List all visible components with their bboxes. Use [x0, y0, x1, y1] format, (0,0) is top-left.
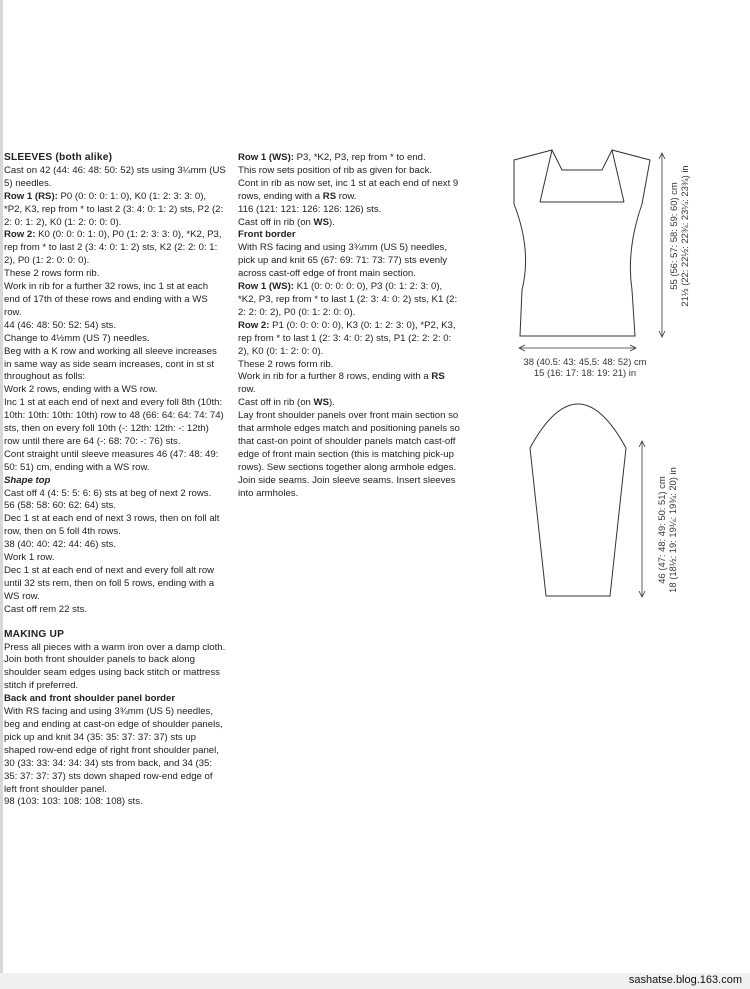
row1-ws-label: Row 1 (WS):	[238, 152, 294, 163]
footer-bar	[0, 973, 750, 989]
shape-top-s2: 56 (58: 58: 60: 62: 64) sts.	[4, 500, 116, 512]
col2-c7b: RS	[431, 371, 445, 383]
col2-c7c: row.	[238, 384, 256, 396]
sleeves-cast-on: Cast on 42 (44: 46: 48: 50: 52) sts using 3¼mm (US 5) needles.	[4, 164, 226, 189]
col2-c8a: Cast off in rib (on	[238, 397, 314, 409]
body-width-in: 15 (16: 17: 18: 19: 21) in	[533, 367, 637, 378]
sleeves-p7: Inc 1 st at each end of next and every foll 8th (10th: 10th: 10th: 10th: 10th) row to 48 (66: 64: 64: 74: 74) sts, then on every foll 10th (-: 12th: 12th: -: 12th) row until there are 64 (-: 68: 70: -: 76) sts.	[4, 397, 224, 447]
row1-ws-text: P3, *K2, P3, rep from * to end.	[293, 152, 426, 163]
col2-c8b: WS	[313, 397, 330, 409]
front-row2	[238, 320, 460, 359]
shape-top-s3: Dec 1 st at each end of next 3 rows, then on foll alt row, then on 5 foll 4th rows.	[4, 513, 220, 538]
making-up-m3: With RS facing and using 3¾mm (US 5) needles, beg and ending at cast-on edge of shoulder panels, pick up and knit 34 (35: 35: 37: 37: 37) sts up shaped row-end edge of right front shoulder panel, 30 (33: 33: 34: 34: 34) sts from back, and 34 (35: 35: 37: 37: 37) sts down shaped row-end edge of left front shoulder panel.	[4, 706, 223, 795]
shape-top-heading: Shape top	[4, 474, 51, 486]
footer-watermark: sashatse.blog.163.com	[628, 974, 742, 986]
col2-c4c: ).	[329, 216, 335, 228]
making-up-m1: Press all pieces with a warm iron over a damp cloth.	[4, 641, 226, 653]
sleeve-schematic	[530, 404, 626, 596]
col2-c4	[238, 217, 460, 230]
body-width-cm: 38 (40.5: 43: 45.5: 48: 52) cm	[523, 356, 647, 367]
body-panel-seam-right	[612, 150, 624, 202]
shape-top-s4: 38 (40: 40: 42: 44: 46) sts.	[4, 539, 116, 551]
making-up-heading: MAKING UP	[4, 628, 65, 640]
sleeves-p1: These 2 rows form rib.	[4, 268, 100, 280]
body-height-in: 21½ (22: 22½: 22¾: 23¼: 23¾) in	[679, 165, 690, 307]
body-height-cm: 55 (56: 57: 58: 59: 60) cm	[668, 182, 679, 290]
col2-c7a: Work in rib for a further 8 rows, ending with a	[238, 371, 432, 383]
sleeve-length-in: 18 (18½: 19: 19¼: 19¾: 20) in	[667, 467, 678, 593]
col2-c7	[238, 371, 460, 397]
front-border-heading: Front border	[238, 229, 296, 241]
sleeves-row2-text: K0 (0: 0: 0: 1: 0), P0 (1: 2: 3: 3: 0), *K2, P3, rep from * to last 2 (3: 4: 0: 1: 2) sts, K2 (2: 2: 0: 1: 2), P0 (1: 2: 0: 0: 0).	[4, 229, 222, 267]
sleeves-p2: Work in rib for a further 32 rows, inc 1 st at each end of 17th of these rows and ending with a WS row.	[4, 281, 209, 318]
sleeves-row1-label: Row 1 (RS):	[4, 190, 58, 202]
shape-top-s7: Cast off rem 22 sts.	[4, 603, 87, 615]
sleeves-p8: Cont straight until sleeve measures 46 (47: 48: 49: 50: 51) cm, ending with a WS row.	[4, 448, 219, 473]
front-row1-text: K1 (0: 0: 0: 0: 0), P3 (0: 1: 2: 3: 0), *K2, P3, rep from * to last 1 (2: 3: 4: 0: 2) sts, K1 (2: 2: 2: 0: 2), P0 (0: 1: 2: 0: 0).	[238, 281, 458, 318]
sleeves-p5: Beg with a K row and working all sleeve increases in same way as side seam increases, cont in st st throughout as folls:	[4, 345, 217, 383]
body-height-label	[668, 136, 690, 336]
sleeves-row1	[4, 191, 226, 230]
sleeves-heading: SLEEVES (both alike)	[4, 152, 113, 163]
body-width-label	[490, 356, 680, 378]
col2-c2	[238, 178, 460, 204]
col2-c4a: Cast off in rib (on	[238, 216, 314, 228]
col2-c6: These 2 rows form rib.	[238, 358, 334, 370]
sleeve-length-label	[656, 445, 678, 615]
column-middle	[238, 152, 460, 500]
col2-c1: This row sets position of rib as given for back.	[238, 164, 433, 176]
front-row1-label: Row 1 (WS):	[238, 281, 294, 293]
body-panel-seam-left	[540, 150, 552, 202]
sleeves-p6: Work 2 rows, ending with a WS row.	[4, 384, 158, 396]
col2-c4b: WS	[313, 216, 330, 228]
shape-top-s1: Cast off 4 (4: 5: 5: 6: 6) sts at beg of next 2 rows.	[4, 487, 212, 499]
col2-c8c: ).	[329, 397, 335, 409]
col2-c2a: Cont in rib as now set, inc 1 st at each end of next 9 rows, ending with a	[238, 177, 459, 202]
col2-c2c: row.	[336, 190, 357, 202]
col2-c8	[238, 397, 460, 410]
making-up-m4: 98 (103: 103: 108: 108: 108) sts.	[4, 796, 143, 808]
front-row2-text: P1 (0: 0: 0: 0: 0), K3 (0: 1: 2: 3: 0), *P2, K3, rep from * to last 1 (2: 3: 4: 0: 2) sts, P1 (2: 2: 2: 0: 2), K0 (0: 1: 2: 0: 0).	[238, 319, 456, 357]
sleeves-p3: 44 (46: 48: 50: 52: 54) sts.	[4, 319, 116, 331]
col2-c5: With RS facing and using 3¾mm (US 5) needles, pick up and knit 65 (67: 69: 71: 73: 77) sts evenly across cast-off edge of front main section.	[238, 242, 448, 280]
col2-c3: 116 (121: 121: 126: 126: 126) sts.	[238, 203, 382, 215]
row1-ws	[238, 152, 460, 165]
sleeves-p4: Change to 4½mm (US 7) needles.	[4, 332, 150, 344]
sleeves-row2-label: Row 2:	[4, 229, 36, 241]
shape-top-s6: Dec 1 st at each end of next and every foll alt row until 32 sts rem, then on foll 5 rows, ending with a WS row.	[4, 565, 215, 602]
shape-top-s5: Work 1 row.	[4, 552, 55, 564]
sleeves-row2	[4, 229, 226, 268]
column-left	[4, 152, 226, 809]
front-row1	[238, 281, 460, 320]
col2-c2b: RS	[322, 190, 337, 202]
making-up-m2: Join both front shoulder panels to back along shoulder seam edges using back stitch or mattress stitch if preferred.	[4, 654, 220, 692]
sleeve-length-cm: 46 (47: 48: 49: 50: 51) cm	[656, 476, 667, 584]
sleeves-row1-text: P0 (0: 0: 0: 1: 0), K0 (1: 2: 3: 3: 0), *P2, K3, rep from * to last 2 (3: 4: 0: 1: 2) sts, P2 (2: 2: 0: 1: 2), K0 (1: 2: 0: 0: 0).	[4, 190, 224, 228]
border-heading: Back and front shoulder panel border	[4, 693, 176, 705]
col2-c9: Lay front shoulder panels over front main section so that armhole edges match and positioning panels so that cast-on point of shoulder panels match cast-off edge of front main section (this is matching pick-up rows). Sew sections together along armhole edges. Join side seams. Join sleeve seams. Insert sleeves into armholes.	[238, 410, 460, 499]
body-schematic	[514, 150, 650, 336]
front-row2-label: Row 2:	[238, 319, 270, 331]
page-binding-edge	[0, 0, 3, 973]
